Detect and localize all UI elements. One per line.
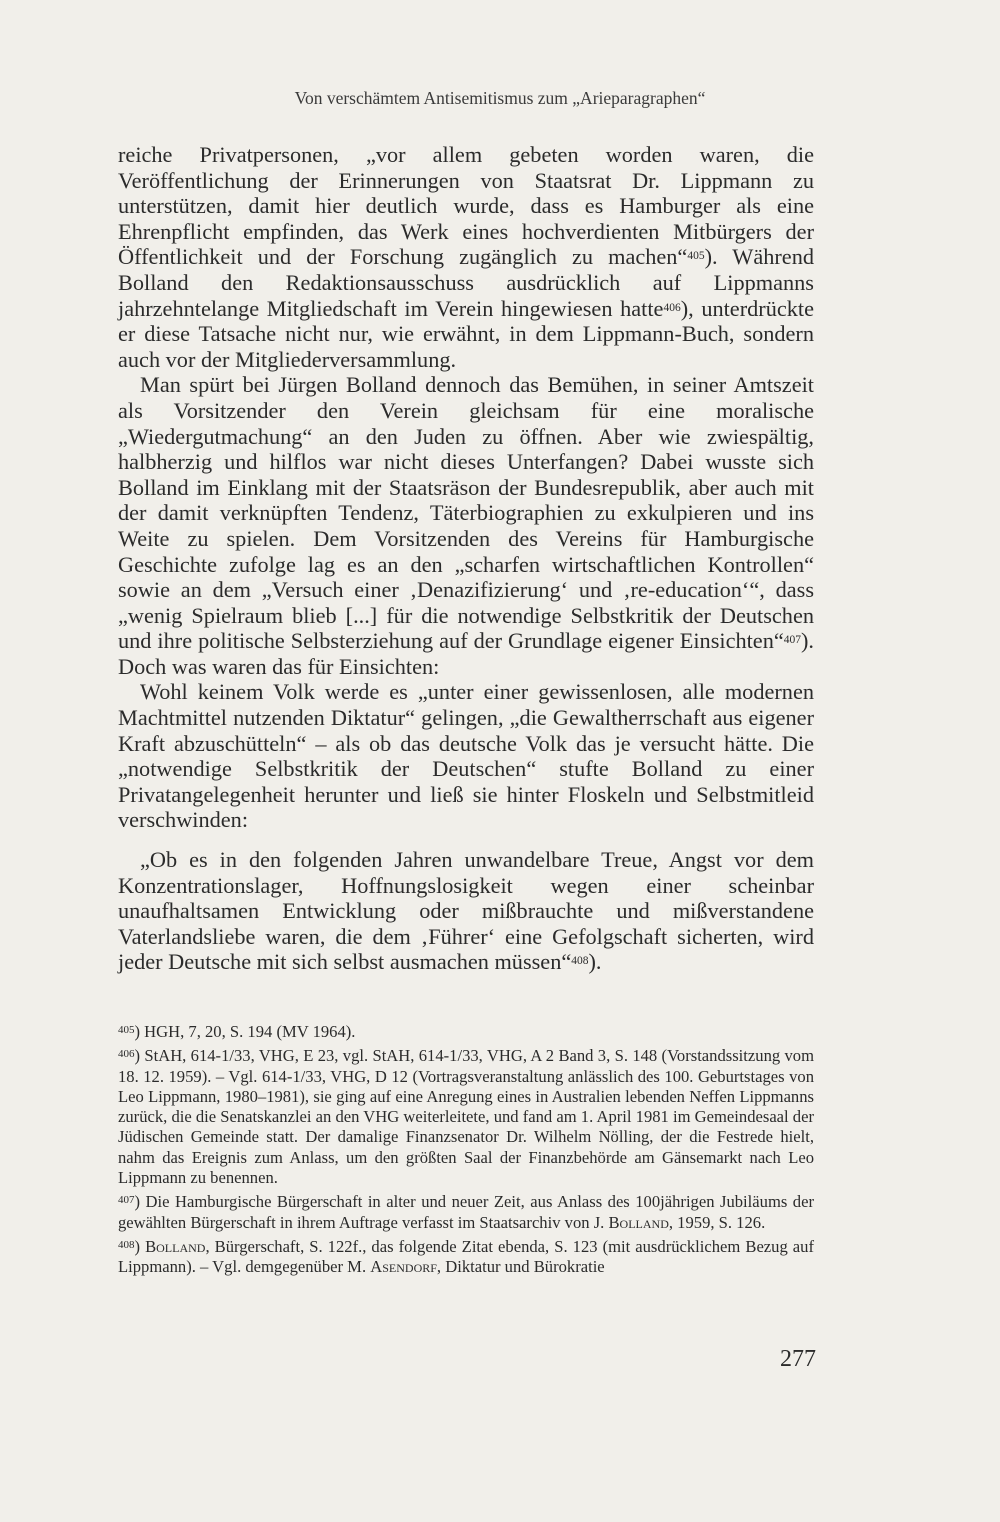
- footnote-reference: 408: [571, 955, 589, 968]
- paragraph: [118, 372, 814, 679]
- footnote: [118, 1044, 814, 1188]
- text-run: ) Die Hamburgische Bürgerschaft in alter und neuer Zeit, aus Anlass des 100jährigen Jubiläums der gewählten Bürgerschaft in ihrem Auftrage verfasst im Staatsarchiv von J.: [118, 1192, 814, 1232]
- footnote-number: 406: [118, 1048, 135, 1061]
- footnote-reference: 405: [687, 250, 705, 263]
- author-name: Bolland: [145, 1236, 206, 1256]
- author-name: Bolland: [608, 1212, 669, 1232]
- footnote-number: 408: [118, 1238, 135, 1251]
- text-run: ), unterdrückte er diese Tatsache nicht nur, wie erwähnt, in dem Lippmann-Buch, sondern auch vor der Mitgliederversammlung.: [118, 295, 814, 372]
- text-run: ): [134, 1236, 146, 1256]
- footnote-reference: 406: [663, 301, 681, 314]
- main-text: [118, 142, 814, 975]
- text-run: ).: [588, 949, 602, 975]
- footnotes: [118, 1020, 814, 1278]
- footnote-number: 405: [118, 1024, 135, 1036]
- footnote: [118, 1235, 814, 1278]
- text-run: Wohl keinem Volk werde es „unter einer gewissenlosen, alle modernen Machtmittel nutzenden Diktatur“ gelingen, „die Gewaltherrschaft aus eigener Kraft abzuschütteln“ – als ob das deutsche Volk das je versucht hätte. Die „notwendige Selbstkritik der Deutschen“ stufte Bolland zu einer Privatangelegenheit herunter und ließ sie hinter Floskeln und Selbstmitleid verschwinden:: [118, 679, 814, 833]
- text-run: , Diktatur und Bürokratie: [436, 1257, 605, 1277]
- footnote: [118, 1020, 814, 1042]
- text-run: Man spürt bei Jürgen Bolland dennoch das Bemühen, in seiner Amtszeit als Vorsitzender den Verein gleichsam für eine moralische „Wiedergutmachung“ an den Juden zu öffnen. Aber wie zwiespältig, halbherzig und hilflos war nicht dieses Unterfangen? Dabei wusste sich Bolland im Einklang mit der Staatsräson der Bundesrepublik, aber auch mit der damit verknüpften Tendenz, Täterbiographien zu exkulpieren und ins Weite zu spielen. Dem Vorsitzenden des Vereins für Hamburgische Geschichte zufolge lag es an den „scharfen wirtschaftlichen Kontrollen“ sowie an dem „Versuch einer ‚Denazifizierung‘ und ‚re-education‘“, dass „wenig Spielraum blieb [...] für die notwendige Selbstkritik der Deutschen und ihre politische Selbsterziehung auf der Grundlage eigener Einsichten“: [118, 372, 814, 654]
- text-run: , Bürgerschaft, S. 122f., das folgende Zitat ebenda, S. 123 (mit ausdrücklichem Bezug auf Lippmann). – Vgl. demgegenüber M.: [118, 1236, 814, 1277]
- text-run: reiche Privatpersonen, „vor allem gebeten worden waren, die Veröffentlichung der Erinnerungen von Staatsrat Dr. Lippmann zu unterstützen, damit hier deutlich wurde, dass es Hamburger als eine Ehrenpflicht empfinden, das Werk eines hochverdienten Mitbürgers der Öffentlichkeit und der Forschung zugänglich zu machen“: [118, 142, 814, 270]
- text-run: ). Doch was waren das für Einsichten:: [118, 628, 814, 679]
- page-number: 277: [780, 1346, 816, 1372]
- author-name: Asendorf: [370, 1257, 437, 1277]
- text-run: „Ob es in den folgenden Jahren unwandelbare Treue, Angst vor dem Konzentrationslager, Hoffnungslosigkeit wegen einer scheinbar unaufhaltsamen Entwicklung oder mißbrauchte und mißverstandene Vaterlandsliebe waren, die dem ‚Führer‘ eine Gefolgschaft sicherten, wird jeder Deutsche mit sich selbst ausmachen müssen“: [118, 847, 814, 975]
- text-run: ) StAH, 614-1/33, VHG, E 23, vgl. StAH, 614-1/33, VHG, A 2 Band 3, S. 148 (Vorstandssitzung vom 18. 12. 1959). – Vgl. 614-1/33, VHG, D 12 (Vortragsveranstaltung anlässlich des 100. Geburtstages von Leo Lippmann, 1980–1981), sie ging auf eine Anregung eines in Australien lebenden Neffen Lippmanns zurück, die die Senatskanzlei an den VHG weiterleitete, und fand am 1. April 1981 im Gemeindesaal der Jüdischen Gemeinde statt. Der damalige Finanzsenator Dr. Wilhelm Nölling, der die Festrede hielt, nahm das Ereignis zum Anlass, um den größten Saal der Finanzbehörde am Gänsemarkt nach Leo Lippmann zu benennen.: [118, 1046, 814, 1188]
- text-run: ) HGH, 7, 20, S. 194 (MV 1964).: [134, 1022, 356, 1041]
- text-run: , 1959, S. 126.: [668, 1212, 766, 1232]
- footnote-reference: 407: [783, 634, 801, 647]
- footnote: [118, 1190, 814, 1233]
- paragraph: [118, 679, 814, 833]
- running-header: Von verschämtem Antisemitismus zum „Arieparagraphen“: [294, 88, 706, 108]
- paragraph: [118, 847, 814, 975]
- text-run: ). Während Bolland den Redaktionsausschuss ausdrücklich auf Lippmanns jahrzehntelange Mitgliedschaft im Verein hingewiesen hatte: [118, 244, 814, 321]
- footnote-number: 407: [118, 1194, 135, 1207]
- paragraph: [118, 142, 814, 372]
